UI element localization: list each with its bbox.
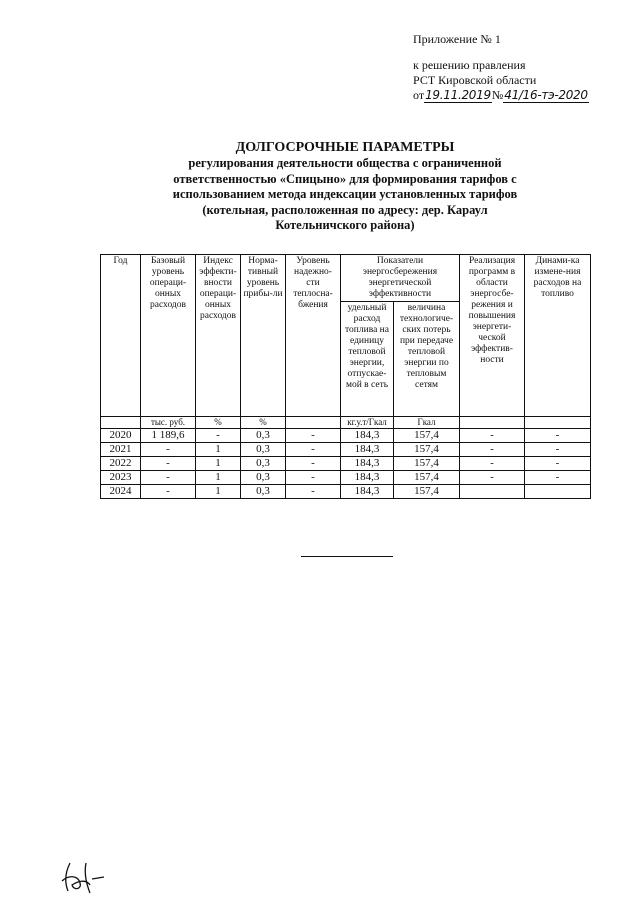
- cell-fuel: 184,3: [341, 485, 394, 499]
- col-header-fuel: удельный расход топлива на единицу тепловой энергии, отпускае-мой в сеть: [341, 302, 394, 417]
- table-row: [101, 471, 591, 485]
- cell-year: 2023: [101, 471, 141, 485]
- cell-profit: 0,3: [241, 429, 286, 443]
- cell-dynamics: [525, 485, 591, 499]
- col-header-energy: Показатели энергосбережения энергетической эффективности: [341, 255, 460, 302]
- decision-number: 41/16-тэ-2020: [504, 88, 588, 102]
- table-row: [101, 457, 591, 471]
- appendix-number: Приложение № 1: [413, 32, 501, 46]
- cell-base: 1 189,6: [141, 429, 196, 443]
- cell-reliability: -: [286, 429, 341, 443]
- col-header-dynamics: Динами-ка измене-ния расходов на топливо: [525, 255, 591, 417]
- cell-base: -: [141, 471, 196, 485]
- title-line-4: использованием метода индексации установленных тарифов: [172, 187, 518, 201]
- cell-profit: 0,3: [241, 485, 286, 499]
- date-prefix: от: [413, 88, 425, 102]
- cell-reliability: -: [286, 485, 341, 499]
- decision-date: 19.11.2019: [425, 88, 491, 102]
- header-row-1: [101, 255, 591, 302]
- cell-losses: 157,4: [394, 485, 460, 499]
- cell-year: 2020: [101, 429, 141, 443]
- closing-divider: [301, 556, 393, 557]
- unit-cell: Гкал: [394, 417, 460, 429]
- col-header-index: Индекс эффекти-вности операци-онных расходов: [196, 255, 241, 417]
- cell-reliability: -: [286, 471, 341, 485]
- cell-base: -: [141, 443, 196, 457]
- cell-losses: 157,4: [394, 471, 460, 485]
- cell-fuel: 184,3: [341, 457, 394, 471]
- cell-profit: 0,3: [241, 457, 286, 471]
- cell-profit: 0,3: [241, 443, 286, 457]
- cell-index: -: [196, 429, 241, 443]
- col-header-year: Год: [101, 255, 141, 417]
- title-line-5: (котельная, расположенная по адресу: дер. Караул: [202, 202, 488, 217]
- parameters-table: [100, 254, 591, 499]
- cell-programs: -: [460, 457, 525, 471]
- cell-year: 2024: [101, 485, 141, 499]
- units-row: [101, 417, 591, 429]
- cell-index: 1: [196, 443, 241, 457]
- table-row: [101, 429, 591, 443]
- number-prefix: №: [491, 88, 504, 102]
- unit-cell: тыс. руб.: [141, 417, 196, 429]
- signature-mark: [56, 857, 110, 897]
- cell-losses: 157,4: [394, 443, 460, 457]
- cell-dynamics: -: [525, 443, 591, 457]
- document-title: [100, 139, 590, 234]
- cell-programs: -: [460, 471, 525, 485]
- unit-cell: %: [196, 417, 241, 429]
- cell-index: 1: [196, 485, 241, 499]
- appendix-date-line: [413, 88, 589, 103]
- cell-index: 1: [196, 471, 241, 485]
- cell-base: -: [141, 485, 196, 499]
- unit-cell: [286, 417, 341, 429]
- title-line-6: Котельничского района): [275, 218, 415, 232]
- cell-reliability: -: [286, 457, 341, 471]
- title-line-1: ДОЛГОСРОЧНЫЕ ПАРАМЕТРЫ: [235, 140, 455, 155]
- unit-cell: [525, 417, 591, 429]
- cell-programs: [460, 485, 525, 499]
- unit-cell: кг.у.т/Гкал: [341, 417, 394, 429]
- title-line-2: регулирования деятельности общества с ограниченной: [188, 156, 502, 170]
- cell-programs: -: [460, 443, 525, 457]
- col-header-base: Базовый уровень операци-онных расходов: [141, 255, 196, 417]
- cell-programs: -: [460, 429, 525, 443]
- cell-dynamics: -: [525, 471, 591, 485]
- col-header-reliability: Уровень надежно-сти теплоcна-бжения: [286, 255, 341, 417]
- cell-index: 1: [196, 457, 241, 471]
- unit-cell: %: [241, 417, 286, 429]
- col-header-profit: Норма-тивный уровень прибы-ли: [241, 255, 286, 417]
- cell-profit: 0,3: [241, 471, 286, 485]
- cell-losses: 157,4: [394, 457, 460, 471]
- cell-dynamics: -: [525, 457, 591, 471]
- title-line-3: ответственностью «Спицыно» для формирования тарифов с: [173, 171, 517, 186]
- unit-cell: [460, 417, 525, 429]
- col-header-programs: Реализация программ в области энергосбе-режения и повышения энергети-ческой эффектив-ности: [460, 255, 525, 417]
- table-row: [101, 485, 591, 499]
- cell-base: -: [141, 457, 196, 471]
- cell-year: 2021: [101, 443, 141, 457]
- cell-fuel: 184,3: [341, 443, 394, 457]
- cell-dynamics: -: [525, 429, 591, 443]
- cell-losses: 157,4: [394, 429, 460, 443]
- unit-cell: [101, 417, 141, 429]
- appendix-authority: РСТ Кировской области: [413, 73, 537, 87]
- appendix-block: [413, 32, 589, 103]
- cell-reliability: -: [286, 443, 341, 457]
- table-row: [101, 443, 591, 457]
- cell-fuel: 184,3: [341, 429, 394, 443]
- cell-year: 2022: [101, 457, 141, 471]
- cell-fuel: 184,3: [341, 471, 394, 485]
- appendix-decision: к решению правления: [413, 58, 526, 72]
- col-header-losses: величина технологиче-ских потерь при передаче тепловой энергии по тепловым сетям: [394, 302, 460, 417]
